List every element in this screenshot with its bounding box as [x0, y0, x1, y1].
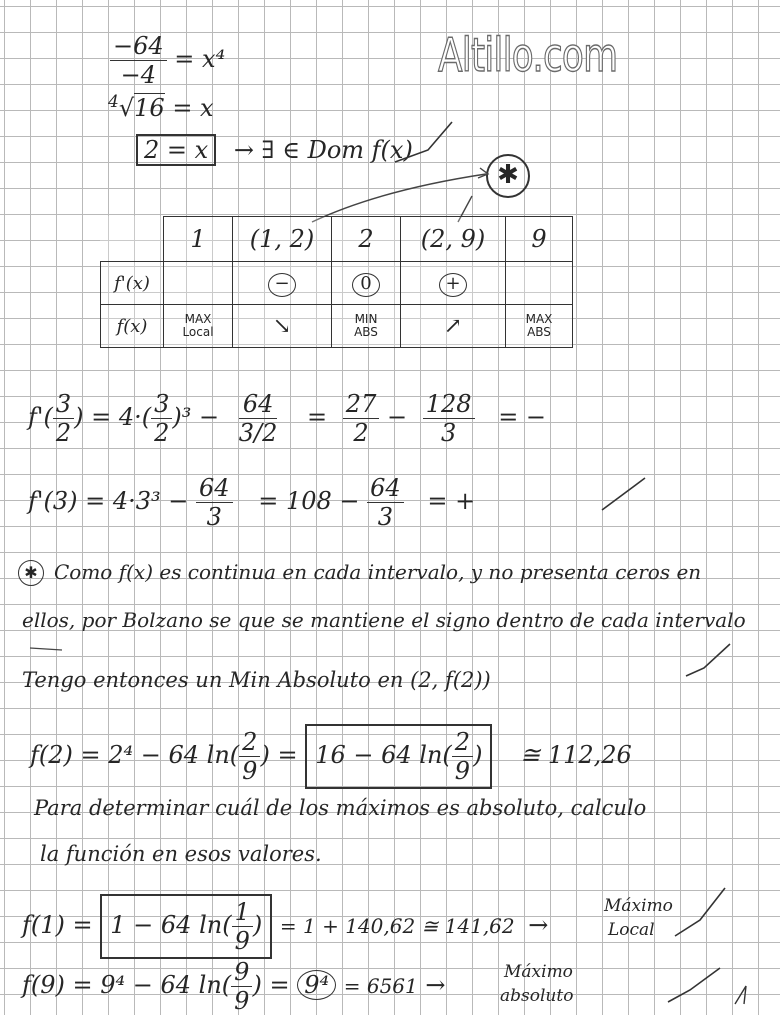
calc1-lhs: f'( — [28, 403, 53, 431]
circled-9-pow-4: 9⁴ — [297, 970, 336, 1000]
para-line-2: la función en esos valores. — [40, 842, 322, 866]
fraction-64-3 — [367, 474, 404, 531]
fraction-27-2 — [343, 390, 380, 447]
f-cell-decreasing — [233, 305, 332, 348]
f1-lhs: f(1) = — [22, 911, 93, 939]
cell-text: Local — [182, 325, 214, 339]
fprime-cell — [332, 262, 401, 305]
num: 2 — [239, 728, 260, 757]
num: 64 — [196, 474, 233, 503]
check-mark-icon — [668, 968, 720, 1002]
num: 27 — [343, 390, 380, 419]
cell-text: MIN — [354, 312, 378, 326]
root-index: 4 — [108, 92, 119, 112]
f2-approx: ≅ 112,26 — [520, 741, 632, 769]
arrow-down-right-icon: ↘ — [272, 313, 292, 339]
f-cell-max-abs — [506, 305, 573, 348]
den: 3 — [206, 503, 222, 531]
header-corner — [101, 217, 164, 262]
cell-text: MAX — [525, 312, 553, 326]
den: 2 — [154, 419, 170, 447]
fraction-minus64-minus4 — [110, 32, 167, 89]
fraction-64-3 — [196, 474, 233, 531]
fraction-2-9 — [452, 728, 473, 785]
den: 3 — [377, 503, 394, 531]
calc1-eq2: = — [307, 403, 328, 431]
calc2-mid: = 108 − — [258, 487, 360, 515]
row-label-fprime: f'(x) — [101, 262, 164, 305]
arrow-up-right-icon: ↗ — [443, 313, 463, 339]
calc1-minus: − — [386, 403, 408, 431]
f9-label-1: Máximo — [504, 962, 573, 982]
frac-numerator: −64 — [110, 32, 167, 61]
f2-lhs: f(2) = 2⁴ − 64 ln( — [30, 741, 240, 769]
sign-table-f-row — [101, 305, 573, 348]
row-label-f: f(x) — [101, 305, 164, 348]
radical-sign: √ — [118, 94, 135, 122]
sign-table-header-row — [101, 217, 573, 262]
calc2-lhs: f'(3) = 4·3³ − — [28, 487, 189, 515]
domain-arrow-text: → ∃ ∈ Dom f(x) — [233, 136, 413, 164]
boxed-2-eq-x: 2 = x — [136, 134, 216, 166]
note-line-1: Como f(x) es continua en cada intervalo, y no presenta ceros en — [54, 560, 702, 584]
note-star: ✱ — [18, 560, 44, 586]
fraction-3-2 — [151, 390, 172, 447]
curved-arrow-icon — [312, 174, 486, 222]
eq1-rhs: = x⁴ — [174, 45, 226, 73]
den: 2 — [55, 419, 72, 447]
num: 9 — [231, 958, 252, 987]
f-cell-max-local — [164, 305, 233, 348]
f-cell-increasing — [401, 305, 506, 348]
f9-lhs: f(9) = 9⁴ − 64 ln( — [22, 971, 232, 999]
boxed-f2-value — [305, 724, 492, 789]
f1-line — [22, 894, 548, 959]
fraction-1-9 — [232, 898, 253, 955]
fprime-cell — [506, 262, 573, 305]
sign-table — [100, 216, 573, 348]
den: 2 — [353, 419, 369, 447]
fprime-cell — [401, 262, 506, 305]
minus-sign-circled: − — [268, 273, 296, 297]
fraction-64-over-3-2 — [239, 390, 278, 447]
para-line-1: Para determinar cuál de los máximos es absoluto, calculo — [34, 796, 647, 820]
f2-line — [30, 724, 632, 789]
den: 3/2 — [238, 419, 278, 447]
boxed-post: ) — [473, 741, 483, 769]
den: 9 — [242, 757, 258, 785]
frac-denominator: −4 — [120, 61, 157, 89]
num: 3 — [151, 390, 172, 419]
check-mark-icon — [675, 888, 725, 936]
fprime-cell — [233, 262, 332, 305]
eq-root-x — [108, 92, 214, 122]
dash-mark-icon — [30, 648, 62, 650]
check-mark-icon — [735, 986, 746, 1004]
calc1-pow: )³ − — [172, 403, 220, 431]
f1-rest: = 1 + 140,62 ≅ 141,62 — [279, 914, 515, 938]
note-line-2: ellos, por Bolzano se que se mantiene el signo dentro de cada intervalo — [22, 608, 746, 632]
fprime-cell — [164, 262, 233, 305]
cell-text: ABS — [354, 325, 378, 339]
den: 9 — [234, 927, 250, 955]
min-abs-line: Tengo entonces un Min Absoluto en (2, f(2)) — [22, 668, 491, 692]
eq2-rhs: = x — [172, 94, 214, 122]
right-arrow-icon: → — [425, 971, 446, 999]
check-mark-icon — [686, 644, 730, 676]
fraction-2-9 — [239, 728, 260, 785]
num: 128 — [423, 390, 475, 419]
fraction-9-9 — [231, 958, 252, 1015]
cell-text: MAX — [184, 312, 212, 326]
calc-fprime-3 — [28, 474, 475, 531]
header-cell: (1, 2) — [233, 217, 332, 262]
den: 3 — [441, 419, 457, 447]
f9-rest: = 6561 — [343, 974, 418, 998]
zero-circled: 0 — [352, 273, 380, 297]
num: 1 — [232, 898, 253, 927]
boxed-f1-value — [100, 894, 272, 959]
num: 64 — [239, 390, 278, 419]
cell-text: ABS — [527, 325, 551, 339]
header-cell: 1 — [164, 217, 233, 262]
calc2-result: = + — [427, 487, 476, 515]
f2-mid: ) = — [260, 741, 298, 769]
header-cell: (2, 9) — [401, 217, 506, 262]
num: 64 — [367, 474, 404, 503]
f1-label-1: Máximo — [604, 896, 673, 916]
asterisk-mark: ✱ — [486, 154, 530, 198]
altillo-logo: Altillo.com — [438, 28, 618, 82]
num: 3 — [53, 390, 74, 419]
boxed-pre: 16 − 64 ln( — [315, 741, 452, 769]
den: 9 — [454, 757, 471, 785]
f9-label-2: absoluto — [500, 986, 574, 1006]
f9-line — [22, 958, 446, 1015]
header-cell: 9 — [506, 217, 573, 262]
plus-sign-circled: + — [439, 273, 467, 297]
fraction-3-2 — [53, 390, 74, 447]
eq-fraction-x4 — [110, 32, 225, 89]
right-arrow-icon: → — [528, 911, 549, 939]
boxed-post: ) — [252, 911, 263, 939]
boxed-pre: 1 − 64 ln( — [110, 911, 232, 939]
f1-label-2: Local — [608, 920, 655, 940]
root-radicand: 16 — [134, 94, 165, 122]
sign-table-fprime-row — [101, 262, 573, 305]
check-mark-icon — [602, 478, 645, 510]
header-cell: 2 — [332, 217, 401, 262]
calc1-result: = − — [498, 403, 547, 431]
f-cell-min-abs — [332, 305, 401, 348]
num: 2 — [452, 728, 473, 757]
eq-boxed-x — [136, 136, 413, 164]
calc-fprime-3-2 — [28, 390, 546, 447]
den: 9 — [234, 987, 250, 1015]
f9-mid: ) = — [252, 971, 290, 999]
fraction-128-3 — [423, 390, 475, 447]
calc1-eq: ) = 4·( — [74, 403, 152, 431]
